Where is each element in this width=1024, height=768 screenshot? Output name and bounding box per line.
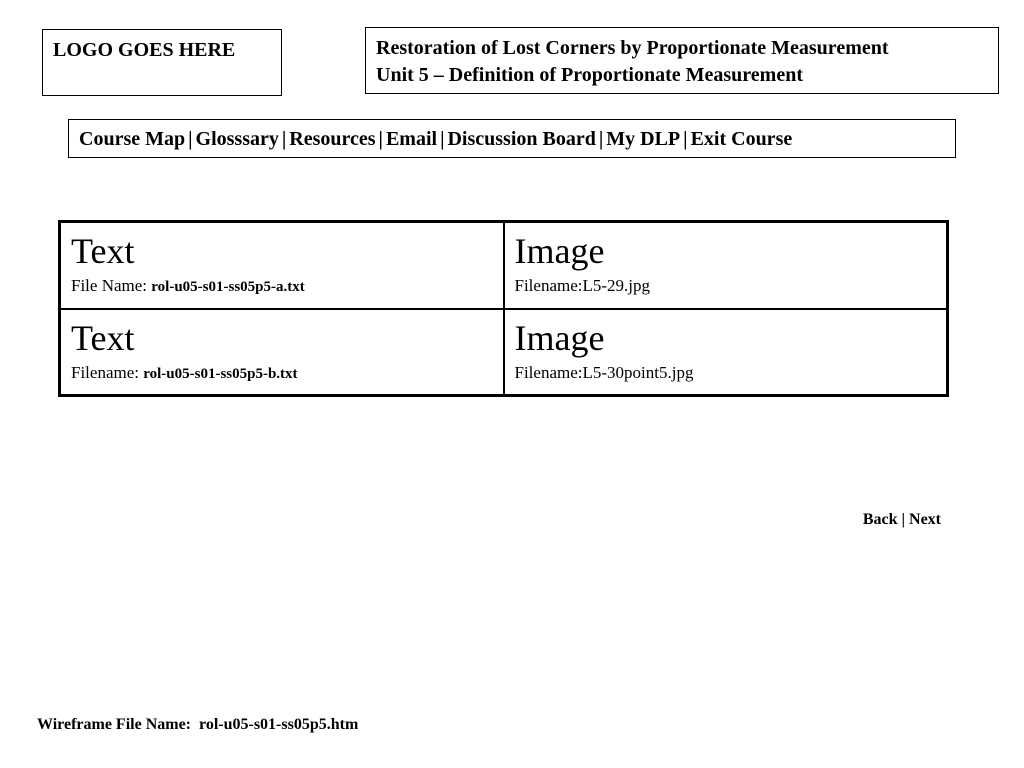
cell-heading: Text (71, 317, 135, 358)
nav-glossary-link[interactable]: Glosssary (195, 128, 279, 150)
image-cell (504, 222, 948, 309)
nav-course-map-link[interactable]: Course Map (79, 128, 186, 150)
cell-heading: Text (71, 231, 135, 271)
cell-heading: Image (514, 231, 605, 271)
nav-separator: | (683, 128, 688, 150)
nav-separator: | (188, 128, 193, 150)
text-cell (60, 222, 504, 309)
table-row (60, 309, 948, 396)
nav-my-dlp-link[interactable]: My DLP (606, 128, 681, 150)
back-link[interactable]: Back (862, 511, 898, 528)
nav-email-link[interactable]: Email (385, 128, 438, 150)
page-navigation (863, 510, 941, 530)
table-row (60, 222, 948, 309)
nav-separator: | (281, 128, 287, 150)
filename-label: File Name: (71, 276, 152, 295)
nav-separator: | (378, 128, 383, 150)
cell-filename (71, 362, 493, 385)
cell-filename: Filename:L5-30point5.jpg (514, 362, 694, 382)
nav-resources-link[interactable]: Resources (289, 128, 376, 150)
image-cell (504, 309, 948, 396)
logo-text: LOGO GOES HERE (53, 39, 236, 61)
pager-separator: | (897, 511, 910, 528)
nav-separator: | (440, 128, 445, 150)
unit-title: Unit 5 – Definition of Proportionate Measurement (376, 64, 803, 86)
nav-separator: | (598, 128, 604, 150)
wireframe-filename: Wireframe File Name: rol-u05-s01-ss05p5.htm (37, 716, 359, 733)
text-cell (60, 309, 504, 396)
filename-value: rol-u05-s01-ss05p5-a.txt (151, 279, 305, 295)
nav-exit-course-link[interactable]: Exit Course (690, 128, 793, 150)
course-nav-bar (68, 119, 956, 158)
filename-value: rol-u05-s01-ss05p5-b.txt (143, 365, 298, 382)
cell-heading: Image (514, 317, 605, 358)
cell-filename (71, 275, 493, 298)
logo-placeholder (42, 29, 282, 96)
next-link[interactable]: Next (909, 511, 941, 528)
course-title: Restoration of Lost Corners by Proportionate Measurement (376, 37, 889, 59)
cell-filename: Filename:L5-29.jpg (514, 276, 651, 295)
filename-label: Filename: (71, 362, 144, 382)
content-layout-table (58, 220, 949, 397)
nav-discussion-board-link[interactable]: Discussion Board (447, 128, 596, 150)
course-title-box (365, 27, 999, 94)
